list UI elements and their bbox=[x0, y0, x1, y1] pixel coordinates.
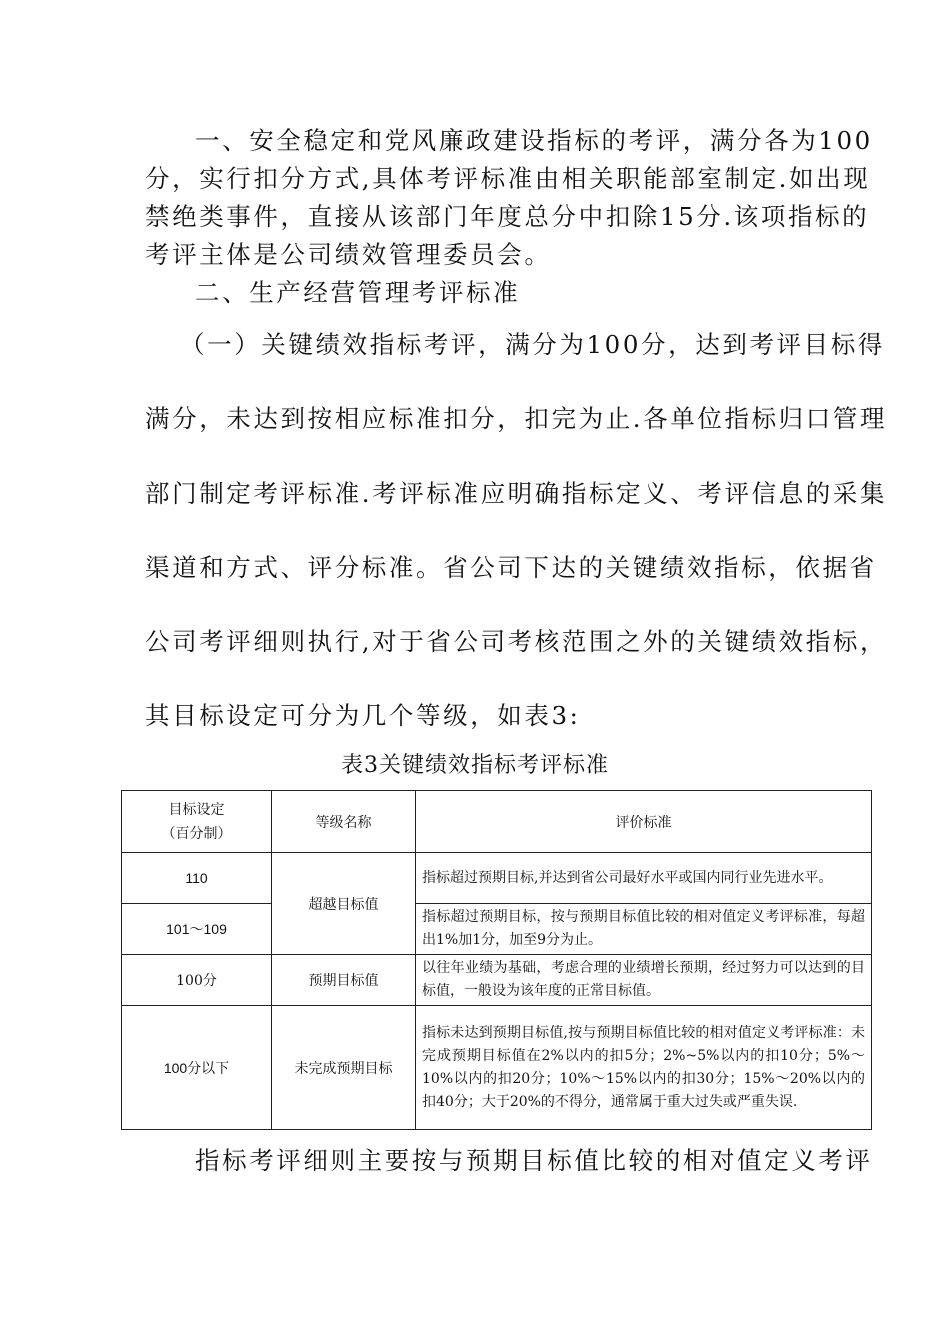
evaluation-table bbox=[121, 790, 872, 1130]
paragraph-3-line-2: 满分，未达到按相应标准扣分，扣完为止.各单位指标归口管理 bbox=[145, 404, 888, 433]
row-3-grade: 预期目标值 bbox=[272, 955, 416, 1006]
table-header-row bbox=[122, 791, 872, 853]
paragraph-1-line-1: 一、安全稳定和党风廉政建设指标的考评，满分各为100 bbox=[195, 126, 873, 155]
header-target-line-1: 目标设定 bbox=[168, 801, 225, 818]
table-row bbox=[122, 853, 872, 904]
paragraph-4-line-1: 指标考评细则主要按与预期目标值比较的相对值定义考评 bbox=[195, 1146, 873, 1175]
paragraph-1-line-4: 考评主体是公司绩效管理委员会。 bbox=[145, 240, 552, 269]
header-grade: 等级名称 bbox=[272, 791, 416, 853]
paragraph-1-line-3: 禁绝类事件，直接从该部门年度总分中扣除15分.该项指标的 bbox=[145, 202, 870, 231]
paragraph-3-line-5: 公司考评细则执行,对于省公司考核范围之外的关键绩效指标， bbox=[145, 627, 888, 656]
header-target-line-2: （百分制） bbox=[161, 825, 232, 842]
header-criteria: 评价标准 bbox=[416, 791, 872, 853]
row-1-target: 110 bbox=[122, 853, 272, 904]
row-1-criteria: 指标超过预期目标,并达到省公司最好水平或国内同行业先进水平。 bbox=[416, 853, 872, 904]
header-target bbox=[122, 791, 272, 853]
paragraph-3-line-3: 部门制定考评标准.考评标准应明确指标定义、考评信息的采集 bbox=[145, 479, 888, 508]
row-1-grade: 超越目标值 bbox=[272, 853, 416, 955]
table-row bbox=[122, 904, 872, 955]
section-heading: 二、生产经营管理考评标准 bbox=[195, 278, 521, 307]
row-4-criteria: 指标未达到预期目标值,按与预期目标值比较的相对值定义考评标准：未完成预期目标值在2%以内的扣5分；2%~5%以内的扣10分；5%～10%以内的扣20分；10%～15%以内的扣30分；15%～20%以内的扣40分；大于20%的不得分，通常属于重大过失或严重失误. bbox=[416, 1006, 872, 1130]
table-caption: 表3关键绩效指标考评标准 bbox=[341, 753, 609, 778]
table-row bbox=[122, 955, 872, 1006]
row-3-criteria: 以往年业绩为基础，考虑合理的业绩增长预期，经过努力可以达到的目标值，一般设为该年度的正常目标值。 bbox=[416, 955, 872, 1006]
row-4-grade: 未完成预期目标 bbox=[272, 1006, 416, 1130]
row-2-criteria: 指标超过预期目标，按与预期目标值比较的相对值定义考评标准，每超出1%加1分，加至9分为止。 bbox=[416, 904, 872, 955]
paragraph-3-line-6: 其目标设定可分为几个等级，如表3: bbox=[145, 701, 581, 730]
row-3-target: 100分 bbox=[122, 955, 272, 1006]
table-row bbox=[122, 1006, 872, 1130]
row-4-target: 100分以下 bbox=[122, 1006, 272, 1130]
paragraph-3-line-1: （一）关键绩效指标考评，满分为100分，达到考评目标得 bbox=[180, 330, 885, 359]
paragraph-3-line-4: 渠道和方式、评分标准。省公司下达的关键绩效指标，依据省 bbox=[145, 553, 877, 582]
row-2-target: 101～109 bbox=[122, 904, 272, 955]
paragraph-1-line-2: 分，实行扣分方式,具体考评标准由相关职能部室制定.如出现 bbox=[145, 164, 871, 193]
